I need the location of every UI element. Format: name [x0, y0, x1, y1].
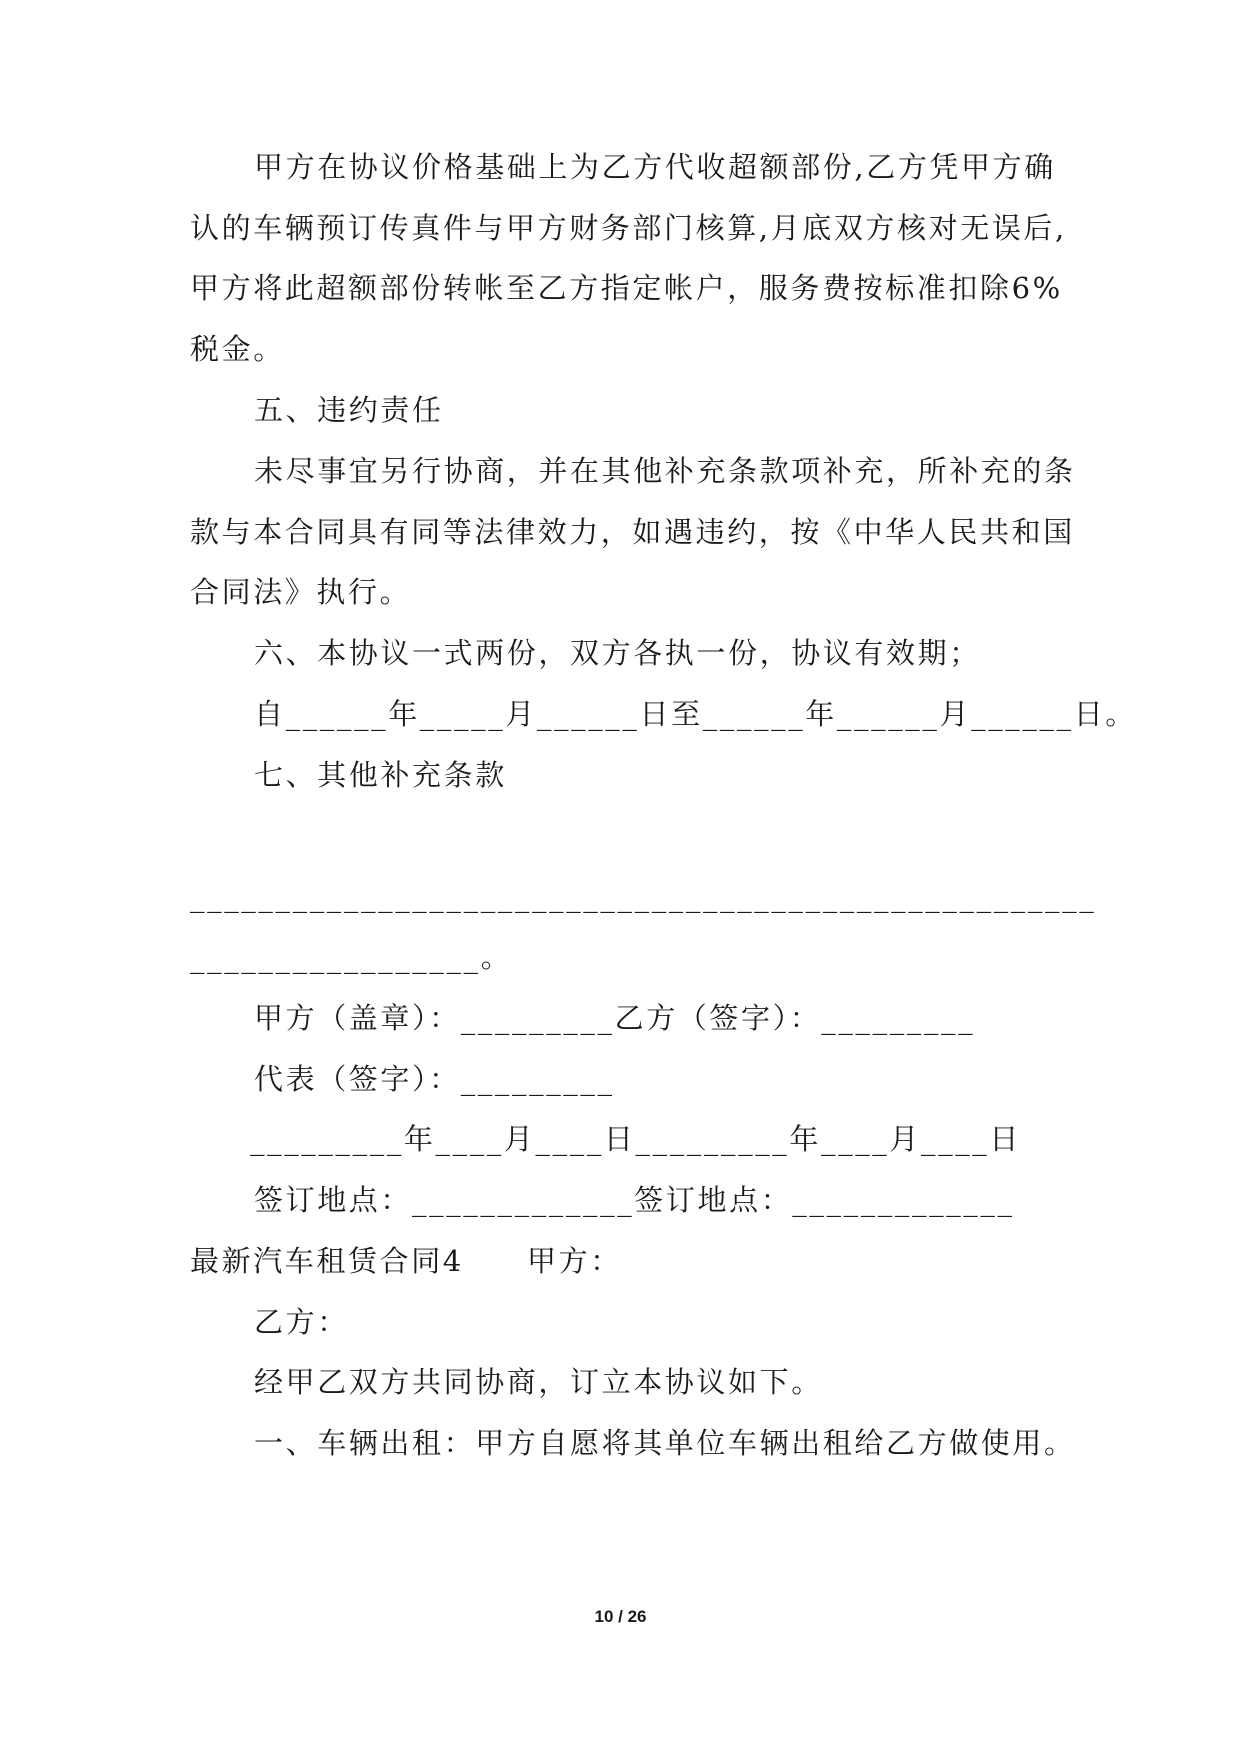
signature-line: 甲方（盖章）：_________乙方（签字）：_________ [254, 1001, 976, 1035]
paragraph-line: 未尽事宜另行协商，并在其他补充条款项补充，所补充的条 [254, 454, 1076, 488]
section-heading: 五、违约责任 [254, 393, 444, 427]
paragraph-line: 甲方将此超额部份转帐至乙方指定帐户，服务费按标准扣除6% [190, 271, 1063, 305]
section-heading: 六、本协议一式两份，双方各执一份，协议有效期； [254, 636, 981, 670]
paragraph-line: 款与本合同具有同等法律效力，如遇违约，按《中华人民共和国 [190, 515, 1075, 549]
signing-date-line: _________年____月____日_________年____月____日 [250, 1122, 1021, 1156]
section-heading: 一、车辆出租：甲方自愿将其单位车辆出租给乙方做使用。 [254, 1426, 1076, 1460]
blank-fill-line: _________________。 [190, 940, 513, 974]
contract-title-line: 最新汽车租赁合同4 甲方： [190, 1244, 622, 1278]
signing-place-line: 签订地点：_____________签订地点：_____________ [254, 1183, 1015, 1217]
paragraph-line: 税金。 [190, 332, 285, 366]
blank-fill-line: _____________________________________________________ [190, 879, 1097, 913]
paragraph-line: 甲方在协议价格基础上为乙方代收超额部份,乙方凭甲方确 [254, 150, 1056, 184]
paragraph-line: 认的车辆预订传真件与甲方财务部门核算,月底双方核对无误后, [190, 211, 1067, 245]
page-number: 10 / 26 [594, 1607, 647, 1626]
validity-date-line: 自______年_____月______日至______年______月______日。 [254, 697, 1137, 731]
representative-line: 代表（签字）：_________ [254, 1062, 615, 1096]
party-line: 乙方： [254, 1305, 349, 1339]
paragraph-line: 经甲乙双方共同协商，订立本协议如下。 [254, 1365, 823, 1399]
paragraph-line: 合同法》执行。 [190, 575, 412, 609]
section-heading: 七、其他补充条款 [254, 758, 507, 792]
